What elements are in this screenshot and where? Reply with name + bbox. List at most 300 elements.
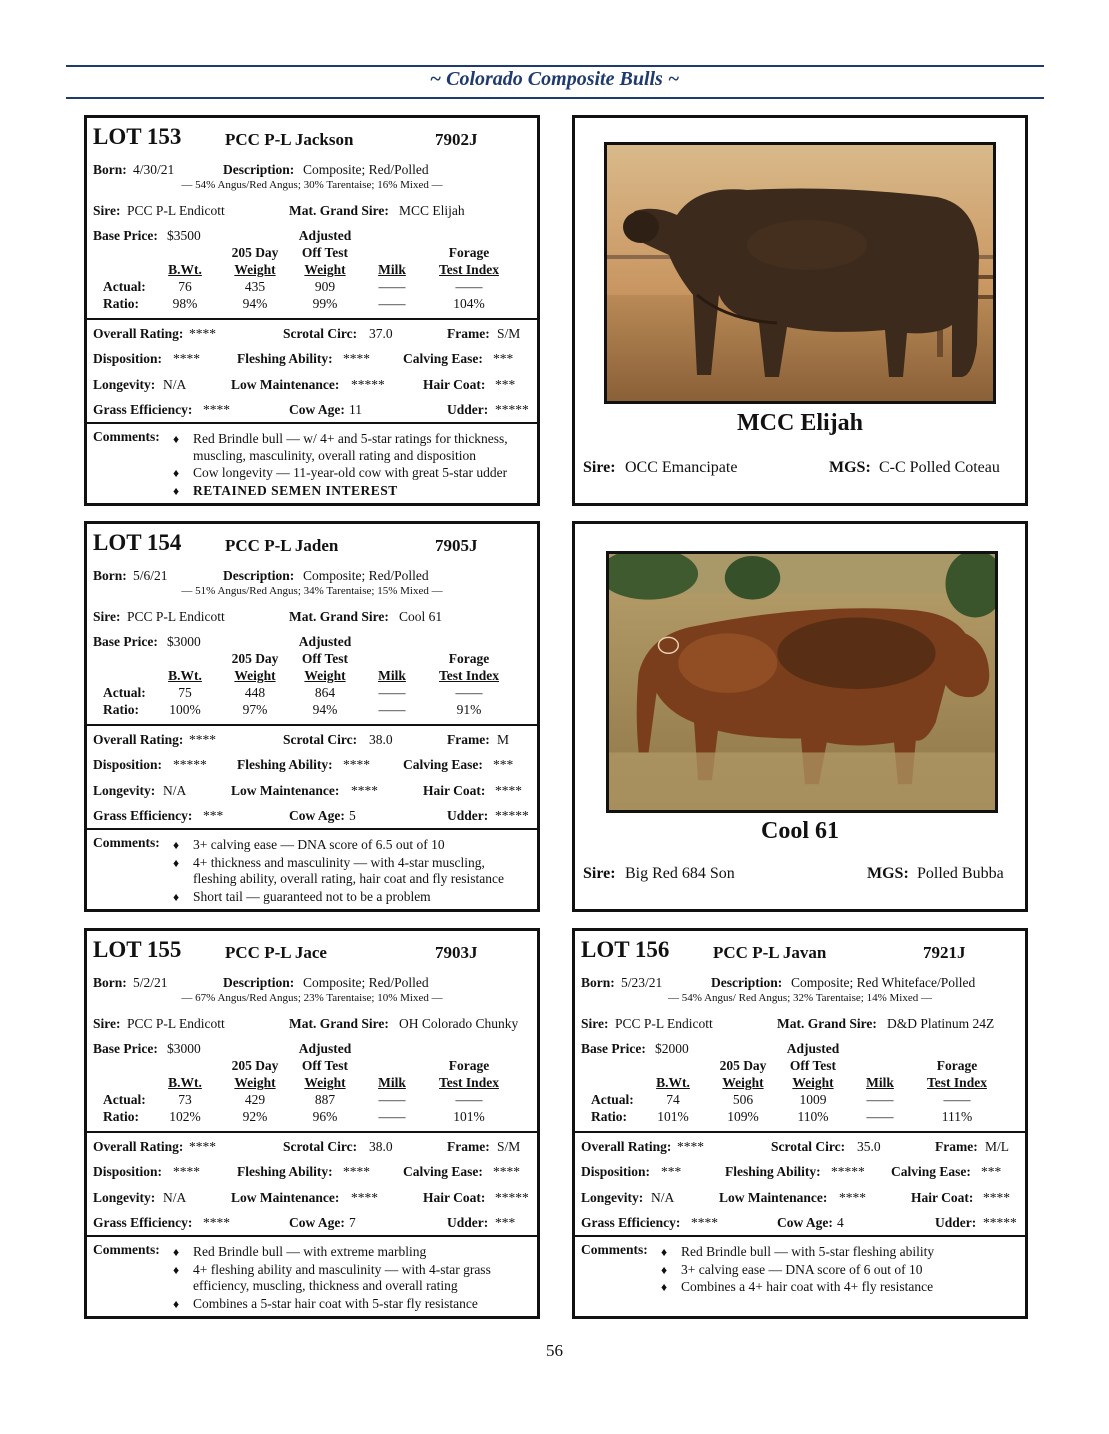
- base-price-label: Base Price:: [93, 634, 158, 649]
- born-label: Born:: [93, 162, 127, 177]
- description-value: Composite; Red/Polled: [303, 162, 429, 177]
- sire-value: PCC P-L Endicott: [127, 1016, 225, 1031]
- base-price-value: $3000: [167, 1041, 201, 1056]
- page-number: 56: [546, 1341, 563, 1360]
- ratio-off: 96%: [312, 1109, 338, 1124]
- bull-photo-cool61: [609, 554, 995, 810]
- actual-bwt: 76: [178, 279, 192, 294]
- actual-w205: 506: [732, 1092, 754, 1107]
- calving-label: Calving Ease:: [403, 1164, 483, 1179]
- sire-value: PCC P-L Endicott: [127, 609, 225, 624]
- disposition-label: Disposition:: [93, 757, 163, 772]
- fleshing-value: *****: [831, 1164, 865, 1179]
- ratio-forage: 104%: [453, 296, 485, 311]
- fleshing-value: ****: [343, 351, 370, 366]
- scrotal-value: 38.0: [369, 1139, 393, 1154]
- calving-value: ***: [493, 351, 514, 366]
- grass-value: ****: [203, 402, 230, 417]
- overall-value: ****: [677, 1139, 704, 1154]
- mgs-value: OH Colorado Chunky: [399, 1016, 519, 1031]
- disposition-value: *****: [173, 757, 207, 772]
- base-price-value: $3000: [167, 634, 201, 649]
- photo-frame: [606, 551, 998, 813]
- ratio-forage: 101%: [453, 1109, 485, 1124]
- disposition-value: ****: [173, 351, 200, 366]
- comment-line: 3+ calving ease — DNA score of 6 out of 10: [681, 1261, 923, 1277]
- lowmaint-value: ****: [351, 783, 378, 798]
- base-price-value: $2000: [655, 1041, 689, 1056]
- weight-header: Weight: [234, 1075, 276, 1090]
- comment-line: fleshing ability, overall rating, hair coat and fly resistance: [193, 871, 505, 886]
- fleshing-label: Fleshing Ability:: [237, 351, 333, 366]
- photo-mgs-label: MGS:: [867, 865, 909, 882]
- actual-off: 909: [314, 279, 336, 294]
- calving-label: Calving Ease:: [891, 1164, 971, 1179]
- frame-value: S/M: [497, 326, 521, 341]
- actual-bwt: 74: [666, 1092, 680, 1107]
- scrotal-label: Scrotal Circ:: [771, 1139, 846, 1154]
- ratio-w205: 109%: [727, 1109, 759, 1124]
- section-divider: [87, 724, 537, 726]
- frame-value: S/M: [497, 1139, 521, 1154]
- comment-bullet: ♦: [173, 466, 180, 480]
- actual-label: Actual:: [591, 1092, 634, 1107]
- mgs-value: MCC Elijah: [399, 203, 465, 218]
- born-label: Born:: [93, 568, 127, 583]
- bull-name: PCC P-L Jace: [225, 943, 327, 962]
- forage-header: Forage: [936, 1058, 978, 1073]
- ratio-label: Ratio:: [103, 1109, 139, 1124]
- milk-header: Milk: [378, 262, 406, 277]
- fleshing-value: ****: [343, 1164, 370, 1179]
- test-index-header: Test Index: [439, 668, 499, 683]
- cowage-label: Cow Age:: [289, 1215, 345, 1230]
- ratio-label: Ratio:: [103, 702, 139, 717]
- frame-label: Frame:: [447, 1139, 490, 1154]
- description-value: Composite; Red/Polled: [303, 975, 429, 990]
- actual-milk: ——: [866, 1092, 894, 1107]
- mgs-value: D&D Platinum 24Z: [887, 1016, 995, 1031]
- born-value: 5/23/21: [621, 975, 663, 990]
- header-rule-top: [66, 65, 1044, 67]
- section-divider: [87, 422, 537, 424]
- mgs-label: Mat. Grand Sire:: [289, 1016, 389, 1031]
- section-divider: [87, 318, 537, 320]
- sire-photo-name: Cool 61: [761, 818, 839, 844]
- udder-label: Udder:: [447, 1215, 489, 1230]
- weight2-header: Weight: [304, 668, 346, 683]
- actual-off: 887: [314, 1092, 336, 1107]
- photo-mgs-value: C-C Polled Coteau: [879, 459, 1000, 476]
- milk-header: Milk: [378, 1075, 406, 1090]
- bwt-header: B.Wt.: [168, 1075, 202, 1090]
- breed-makeup: — 67% Angus/Red Angus; 23% Tarentaise; 10% Mixed —: [181, 992, 443, 1004]
- longevity-label: Longevity:: [93, 783, 156, 798]
- weight-header: Weight: [234, 262, 276, 277]
- day205-header: 205 Day: [231, 245, 279, 260]
- lot-number: LOT 154: [93, 530, 182, 555]
- ratio-bwt: 98%: [172, 296, 198, 311]
- born-label: Born:: [581, 975, 615, 990]
- ratio-milk: ——: [378, 1109, 406, 1124]
- udder-value: *****: [495, 808, 529, 823]
- comment-line: Combines a 4+ hair coat with 4+ fly resistance: [681, 1279, 934, 1294]
- test-index-header: Test Index: [927, 1075, 987, 1090]
- calving-value: ***: [981, 1164, 1002, 1179]
- actual-label: Actual:: [103, 685, 146, 700]
- overall-value: ****: [189, 732, 216, 747]
- comment-bullet: ♦: [173, 432, 180, 446]
- haircoat-label: Hair Coat:: [423, 377, 486, 392]
- born-value: 5/6/21: [133, 568, 168, 583]
- calving-label: Calving Ease:: [403, 351, 483, 366]
- base-price-value: $3500: [167, 228, 201, 243]
- actual-forage: ——: [943, 1092, 971, 1107]
- sire-value: PCC P-L Endicott: [615, 1016, 713, 1031]
- scrotal-label: Scrotal Circ:: [283, 732, 358, 747]
- longevity-value: N/A: [163, 377, 187, 392]
- actual-milk: ——: [378, 685, 406, 700]
- photo-frame: [604, 142, 996, 404]
- overall-label: Overall Rating:: [93, 732, 184, 747]
- photo-card: [572, 115, 1028, 506]
- forage-header: Forage: [448, 245, 490, 260]
- haircoat-label: Hair Coat:: [423, 1190, 486, 1205]
- ratio-bwt: 100%: [169, 702, 201, 717]
- sire-label: Sire:: [93, 1016, 121, 1031]
- cowage-label: Cow Age:: [777, 1215, 833, 1230]
- fleshing-label: Fleshing Ability:: [237, 1164, 333, 1179]
- udder-label: Udder:: [447, 402, 489, 417]
- cowage-label: Cow Age:: [289, 808, 345, 823]
- fleshing-label: Fleshing Ability:: [725, 1164, 821, 1179]
- offtest-header: Off Test: [789, 1058, 837, 1073]
- disposition-value: ****: [173, 1164, 200, 1179]
- actual-bwt: 73: [178, 1092, 192, 1107]
- scrotal-label: Scrotal Circ:: [283, 326, 358, 341]
- actual-milk: ——: [378, 279, 406, 294]
- comment-line: 4+ thickness and masculinity — with 4-star muscling,: [193, 854, 485, 870]
- ratio-w205: 97%: [242, 702, 268, 717]
- bull-name: PCC P-L Javan: [713, 943, 827, 962]
- lot-card: [572, 928, 1028, 1319]
- lot-header: [93, 937, 531, 965]
- breed-makeup: — 54% Angus/Red Angus; 30% Tarentaise; 16% Mixed —: [181, 179, 443, 191]
- actual-forage: ——: [455, 685, 483, 700]
- forage-header: Forage: [448, 1058, 490, 1073]
- longevity-value: N/A: [163, 783, 187, 798]
- ratio-bwt: 102%: [169, 1109, 201, 1124]
- ratio-w205: 92%: [242, 1109, 268, 1124]
- fleshing-label: Fleshing Ability:: [237, 757, 333, 772]
- actual-label: Actual:: [103, 279, 146, 294]
- comment-line: muscling, masculinity, overall rating and disposition: [193, 447, 476, 463]
- comments-label: Comments:: [581, 1242, 648, 1257]
- sire-label: Sire:: [581, 1016, 609, 1031]
- cowage-value: 7: [349, 1215, 356, 1230]
- description-label: Description:: [223, 568, 295, 583]
- comment-bullet: ♦: [661, 1245, 668, 1259]
- comment-bullet: ♦: [173, 889, 180, 904]
- adjusted-header: Adjusted: [298, 634, 352, 649]
- bwt-header: B.Wt.: [168, 262, 202, 277]
- sire-label: Sire:: [93, 203, 121, 218]
- actual-w205: 448: [244, 685, 266, 700]
- mgs-label: Mat. Grand Sire:: [289, 203, 389, 218]
- lot-number: LOT 156: [581, 937, 670, 962]
- lot-header: [93, 124, 531, 152]
- section-divider: [87, 1131, 537, 1133]
- calving-label: Calving Ease:: [403, 757, 483, 772]
- tag-number: 7905J: [435, 536, 478, 555]
- comment-bullet: ♦: [173, 1245, 180, 1259]
- frame-label: Frame:: [447, 732, 490, 747]
- ratio-bwt: 101%: [657, 1109, 689, 1124]
- sire-photo-name: MCC Elijah: [737, 410, 863, 436]
- haircoat-label: Hair Coat:: [423, 783, 486, 798]
- comments-label: Comments:: [93, 429, 160, 444]
- calving-value: ****: [493, 1164, 520, 1179]
- description-value: Composite; Red Whiteface/Polled: [791, 975, 976, 990]
- comment-line: 4+ fleshing ability and masculinity — with 4-star grass: [193, 1261, 491, 1277]
- comment-bullet: ♦: [173, 838, 180, 852]
- sire-value: PCC P-L Endicott: [127, 203, 225, 218]
- comment-bullet: ♦: [661, 1280, 668, 1294]
- disposition-label: Disposition:: [93, 351, 163, 366]
- test-index-header: Test Index: [439, 1075, 499, 1090]
- udder-value: *****: [983, 1215, 1017, 1230]
- overall-label: Overall Rating:: [581, 1139, 672, 1154]
- milk-header: Milk: [378, 668, 406, 683]
- udder-value: *****: [495, 402, 529, 417]
- tag-number: 7903J: [435, 943, 478, 962]
- ratio-milk: ——: [866, 1109, 894, 1124]
- lowmaint-label: Low Maintenance:: [231, 377, 340, 392]
- bull-photo-elijah: [607, 145, 993, 401]
- breed-makeup: — 54% Angus/ Red Angus; 32% Tarentaise; 14% Mixed —: [668, 992, 932, 1004]
- comment-line: Red Brindle bull — with extreme marbling: [193, 1244, 427, 1259]
- header-rule-bottom: [66, 97, 1044, 99]
- comment-line: 3+ calving ease — DNA score of 6.5 out of 10: [193, 837, 445, 852]
- longevity-label: Longevity:: [581, 1190, 644, 1205]
- lot-card: [84, 521, 540, 912]
- photo-card: [572, 521, 1028, 912]
- frame-value: M: [497, 732, 510, 747]
- actual-forage: ——: [455, 1092, 483, 1107]
- grass-label: Grass Efficiency:: [93, 402, 193, 417]
- ratio-label: Ratio:: [103, 296, 139, 311]
- haircoat-value: *****: [495, 1190, 529, 1205]
- page-header-title: ~ Colorado Composite Bulls ~: [429, 68, 680, 90]
- cowage-label: Cow Age:: [289, 402, 345, 417]
- section-divider: [87, 828, 537, 830]
- photo-sire-label: Sire:: [583, 865, 616, 882]
- day205-header: 205 Day: [719, 1058, 767, 1073]
- comments-label: Comments:: [93, 835, 160, 850]
- test-index-header: Test Index: [439, 262, 499, 277]
- tag-number: 7921J: [923, 943, 966, 962]
- lot-header: [581, 937, 1019, 965]
- lowmaint-value: *****: [351, 377, 385, 392]
- lowmaint-value: ****: [839, 1190, 866, 1205]
- photo-mgs-value: Polled Bubba: [917, 865, 1004, 882]
- weight-header: Weight: [722, 1075, 764, 1090]
- comment-line: Short tail — guaranteed not to be a problem: [193, 888, 431, 904]
- frame-value: M/L: [985, 1139, 1010, 1154]
- fleshing-value: ****: [343, 757, 370, 772]
- comment-line: Cow longevity — 11-year-old cow with great 5-star udder: [193, 465, 508, 480]
- ratio-off: 99%: [312, 296, 338, 311]
- day205-header: 205 Day: [231, 1058, 279, 1073]
- weight2-header: Weight: [304, 1075, 346, 1090]
- scrotal-value: 38.0: [369, 732, 393, 747]
- weight-header: Weight: [234, 668, 276, 683]
- adjusted-header: Adjusted: [786, 1041, 840, 1056]
- adjusted-header: Adjusted: [298, 228, 352, 243]
- base-price-label: Base Price:: [93, 228, 158, 243]
- cowage-value: 11: [349, 402, 362, 417]
- base-price-label: Base Price:: [93, 1041, 158, 1056]
- photo-sire-value: Big Red 684 Son: [625, 865, 735, 882]
- lot-card: [84, 928, 540, 1319]
- mgs-label: Mat. Grand Sire:: [777, 1016, 877, 1031]
- mgs-label: Mat. Grand Sire:: [289, 609, 389, 624]
- actual-bwt: 75: [178, 685, 192, 700]
- lot-number: LOT 153: [93, 124, 182, 149]
- actual-label: Actual:: [103, 1092, 146, 1107]
- longevity-value: N/A: [163, 1190, 187, 1205]
- cowage-value: 4: [837, 1215, 844, 1230]
- offtest-header: Off Test: [301, 651, 349, 666]
- overall-value: ****: [189, 326, 216, 341]
- comment-line: efficiency, muscling, thickness and overall rating: [193, 1278, 458, 1293]
- haircoat-value: ****: [983, 1190, 1010, 1205]
- description-value: Composite; Red/Polled: [303, 568, 429, 583]
- weight2-header: Weight: [792, 1075, 834, 1090]
- breed-makeup: — 51% Angus/Red Angus; 34% Tarentaise; 15% Mixed —: [181, 585, 443, 597]
- comment-line: RETAINED SEMEN INTEREST: [193, 482, 398, 498]
- weight2-header: Weight: [304, 262, 346, 277]
- longevity-value: N/A: [651, 1190, 675, 1205]
- bull-name: PCC P-L Jaden: [225, 536, 339, 555]
- comment-bullet: ♦: [173, 483, 180, 498]
- haircoat-label: Hair Coat:: [911, 1190, 974, 1205]
- scrotal-label: Scrotal Circ:: [283, 1139, 358, 1154]
- photo-sire-value: OCC Emancipate: [625, 459, 738, 476]
- overall-value: ****: [189, 1139, 216, 1154]
- disposition-label: Disposition:: [581, 1164, 651, 1179]
- ratio-milk: ——: [378, 296, 406, 311]
- adjusted-header: Adjusted: [298, 1041, 352, 1056]
- disposition-value: ***: [661, 1164, 682, 1179]
- actual-forage: ——: [455, 279, 483, 294]
- grass-value: ****: [691, 1215, 718, 1230]
- haircoat-value: ***: [495, 377, 516, 392]
- scrotal-value: 35.0: [857, 1139, 881, 1154]
- grass-label: Grass Efficiency:: [93, 808, 193, 823]
- bwt-header: B.Wt.: [656, 1075, 690, 1090]
- born-label: Born:: [93, 975, 127, 990]
- ratio-milk: ——: [378, 702, 406, 717]
- ratio-w205: 94%: [242, 296, 268, 311]
- description-label: Description:: [223, 162, 295, 177]
- grass-label: Grass Efficiency:: [581, 1215, 681, 1230]
- lowmaint-label: Low Maintenance:: [231, 1190, 340, 1205]
- offtest-header: Off Test: [301, 245, 349, 260]
- comment-bullet: ♦: [661, 1262, 668, 1277]
- longevity-label: Longevity:: [93, 377, 156, 392]
- mgs-value: Cool 61: [399, 609, 443, 624]
- comment-line: Red Brindle bull — w/ 4+ and 5-star ratings for thickness,: [193, 431, 508, 446]
- ratio-forage: 111%: [941, 1109, 973, 1124]
- comment-bullet: ♦: [173, 1296, 180, 1311]
- photo-sire-label: Sire:: [583, 459, 616, 476]
- bwt-header: B.Wt.: [168, 668, 202, 683]
- scrotal-value: 37.0: [369, 326, 393, 341]
- actual-off: 864: [314, 685, 336, 700]
- born-value: 4/30/21: [133, 162, 175, 177]
- bull-name: PCC P-L Jackson: [225, 130, 354, 149]
- ratio-label: Ratio:: [591, 1109, 627, 1124]
- grass-label: Grass Efficiency:: [93, 1215, 193, 1230]
- overall-label: Overall Rating:: [93, 1139, 184, 1154]
- day205-header: 205 Day: [231, 651, 279, 666]
- lot-number: LOT 155: [93, 937, 182, 962]
- disposition-label: Disposition:: [93, 1164, 163, 1179]
- section-divider: [575, 1131, 1025, 1133]
- sire-label: Sire:: [93, 609, 121, 624]
- comment-line: Red Brindle bull — with 5-star fleshing ability: [681, 1244, 935, 1259]
- section-divider: [87, 1235, 537, 1237]
- comment-bullet: ♦: [173, 1262, 180, 1277]
- longevity-label: Longevity:: [93, 1190, 156, 1205]
- offtest-header: Off Test: [301, 1058, 349, 1073]
- udder-value: ***: [495, 1215, 516, 1230]
- comment-bullet: ♦: [173, 855, 180, 870]
- tag-number: 7902J: [435, 130, 478, 149]
- frame-label: Frame:: [935, 1139, 978, 1154]
- comments-label: Comments:: [93, 1242, 160, 1257]
- frame-label: Frame:: [447, 326, 490, 341]
- milk-header: Milk: [866, 1075, 894, 1090]
- description-label: Description:: [223, 975, 295, 990]
- haircoat-value: ****: [495, 783, 522, 798]
- actual-w205: 435: [244, 279, 266, 294]
- cowage-value: 5: [349, 808, 356, 823]
- ratio-off: 110%: [797, 1109, 829, 1124]
- udder-label: Udder:: [447, 808, 489, 823]
- lot-card: [84, 115, 540, 506]
- grass-value: ***: [203, 808, 224, 823]
- ratio-off: 94%: [312, 702, 338, 717]
- actual-milk: ——: [378, 1092, 406, 1107]
- born-value: 5/2/21: [133, 975, 168, 990]
- comment-line: Combines a 5-star hair coat with 5-star fly resistance: [193, 1295, 478, 1311]
- forage-header: Forage: [448, 651, 490, 666]
- actual-w205: 429: [244, 1092, 266, 1107]
- udder-label: Udder:: [935, 1215, 977, 1230]
- ratio-forage: 91%: [456, 702, 482, 717]
- section-divider: [575, 1235, 1025, 1237]
- grass-value: ****: [203, 1215, 230, 1230]
- lot-header: [93, 530, 531, 558]
- photo-mgs-label: MGS:: [829, 459, 871, 476]
- lowmaint-label: Low Maintenance:: [231, 783, 340, 798]
- calving-value: ***: [493, 757, 514, 772]
- base-price-label: Base Price:: [581, 1041, 646, 1056]
- description-label: Description:: [711, 975, 783, 990]
- actual-off: 1009: [799, 1092, 827, 1107]
